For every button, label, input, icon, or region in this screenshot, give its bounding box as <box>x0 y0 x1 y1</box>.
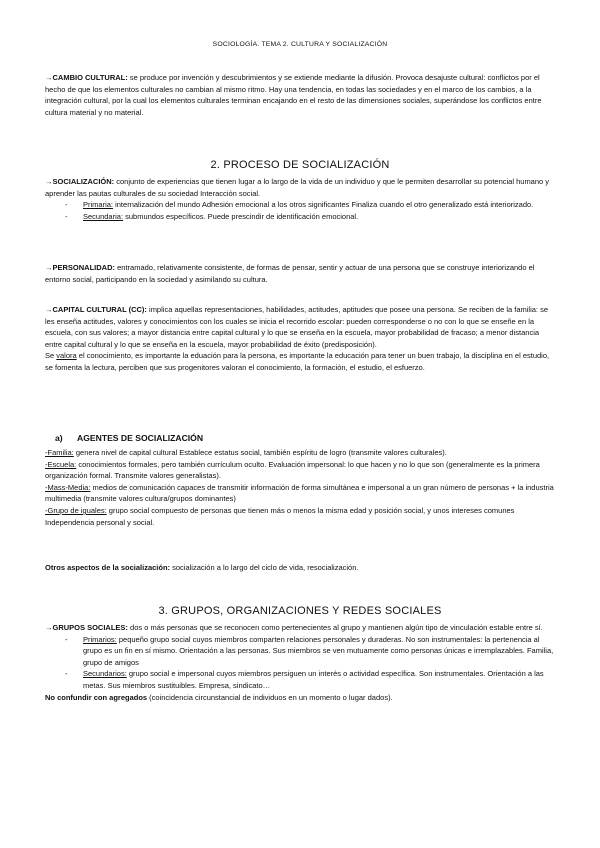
grupo-iguales-text: grupo social compuesto de personas que tienen más o menos la misma edad y posición social, y unos intereses comunes Independencia personal y social. <box>45 505 515 527</box>
valora-post: el conocimiento, es importante la eduación para la persona, es importante la educación para tener un buen trabajo, la disciplina en el estudio, se fomenta la lectura, perciben que sus progenitores valoran el conocimiento, la formación, el estudio, el esfuerzo. <box>45 351 550 372</box>
personalidad-block <box>45 262 555 285</box>
socializacion-text: conjunto de experiencias que tienen lugar a lo largo de la vida de un individuo y que le permiten desarrollar su potencial humano y aprender las pautas culturales de su sociedad Interacción social. <box>45 177 550 198</box>
escuela-text: conocimientos formales, pero también currículum oculto. Evaluación impersonal: lo que hacen y no lo que son (generalmente es la primera organización formal. Transmite valores generalistas). <box>45 459 540 481</box>
secundarios-label: Secundarios: <box>83 669 127 679</box>
list-item <box>45 211 555 223</box>
valora-underlined: valora <box>56 351 77 361</box>
cambio-cultural-term: →CAMBIO CULTURAL: <box>45 73 128 82</box>
grupos-paragraph <box>45 622 555 634</box>
otros-block <box>45 562 555 574</box>
secundaria-label: Secundaria: <box>83 211 124 221</box>
agente-mass-media <box>45 482 555 505</box>
secundaria-text: submundos específicos. Puede prescindir de identificación emocional. <box>123 211 359 221</box>
personalidad-text: entramado, relativamente consistente, de formas de pensar, sentir y actuar de una persona que se construye interiorizando el entorno social, participando en la sociedad y asimilando su cultura. <box>45 263 535 284</box>
section-2-title-block <box>45 158 555 172</box>
agregados-paragraph <box>45 692 555 704</box>
familia-label: -Familia: <box>45 448 74 457</box>
otros-term: Otros aspectos de la socialización: <box>45 563 171 572</box>
mass-media-text: medios de comunicación capaces de transmitir información de forma simultánea e impersonal a un gran número de personas + la industria multimedia (transmite valores cultura/grupos dominantes) <box>45 482 554 504</box>
agentes-title: AGENTES DE SOCIALIZACIÓN <box>77 433 204 443</box>
list-item <box>45 634 555 669</box>
familia-text: genera nivel de capital cultural Establece estatus social, también espíritu de logro (transmite valores culturales). <box>73 448 447 457</box>
capital-cultural-paragraph <box>45 304 555 350</box>
agentes-letter: a) <box>55 433 63 443</box>
agregados-text: (coincidencia circunstancial de individuos en un momento o lugar dados). <box>147 692 393 702</box>
grupo-iguales-label: -Grupo de iguales: <box>45 505 107 515</box>
grupos-term: →GRUPOS SOCIALES: <box>45 623 128 632</box>
personalidad-term: →PERSONALIDAD: <box>45 263 116 272</box>
section-3-title: 3. GRUPOS, ORGANIZACIONES Y REDES SOCIALES <box>158 605 442 617</box>
socializacion-paragraph <box>45 176 555 199</box>
socializacion-list <box>45 199 555 222</box>
agregados-term: No confundir con agregados <box>45 692 148 702</box>
agentes-block <box>45 447 555 528</box>
secundarios-text: grupo social e impersonal cuyos miembros persiguen un interés o actividad específica. Son instrumentales. Orientación a las metas. Sus miembros sustituibles. Empresa, sindicato… <box>83 669 544 690</box>
mass-media-label: -Mass-Media: <box>45 482 91 492</box>
valora-pre: Se <box>45 351 57 361</box>
grupos-list <box>45 634 555 692</box>
primarios-label: Primarios: <box>83 634 117 644</box>
list-item <box>45 668 555 691</box>
otros-paragraph <box>45 562 555 574</box>
cambio-cultural-block <box>45 72 555 118</box>
primaria-label: Primaria: <box>83 200 114 210</box>
section-2-title: 2. PROCESO DE SOCIALIZACIÓN <box>210 159 390 171</box>
section-3-title-block <box>45 604 555 618</box>
cambio-cultural-paragraph <box>45 72 555 118</box>
otros-text: socialización a lo largo del ciclo de vida, resocialización. <box>170 563 359 572</box>
primaria-text: internalización del mundo Adhesión emocional a los otros significantes Finaliza cuando el otro generalizado está interiorizado. <box>113 200 534 210</box>
socializacion-term: →SOCIALIZACIÓN: <box>45 177 115 186</box>
cambio-cultural-text: se produce por invención y descubrimientos y se extiende mediante la difusión. Provoca desajuste cultural: conflictos por el hecho de que los elementos culturales no cambian al mismo ritmo. Hay una tendencia, en todas las sociedades y en el marco de los cambios, a la integración cultural, por la cual los elementos culturales terminan encajando en el resto de las dimensiones sociales, superándose los conflictos entre cultura material y no material. <box>45 73 542 117</box>
personalidad-paragraph <box>45 262 555 285</box>
capital-cultural-paragraph-2 <box>45 350 555 373</box>
agentes-heading-block <box>45 432 555 444</box>
agente-escuela <box>45 459 555 482</box>
agentes-heading <box>45 432 555 444</box>
agente-familia <box>45 447 555 459</box>
capital-cultural-text: implica aquellas representaciones, habilidades, actitudes, aptitudes que posee una persona. Se reciben de la familia: se les enseña actitudes, valores y conocimientos con los cuales se inicia el recorrido escolar: pueden corresponderse o no con lo que se enseñe en la escuela, con sus valores; a mayor distancia entre capital cultural y lo que se enseña en la escuela, mayor probabilidad de fracaso; a menor distancia entre capital cultural y lo que se enseña en la escuela, mayor probabilidad de éxito (predisposición). <box>45 305 549 349</box>
socializacion-block <box>45 176 555 222</box>
list-item <box>45 199 555 211</box>
primarios-text: pequeño grupo social cuyos miembros comparten relaciones personales y duraderas. No son instrumentales: la pertenencia al grupo es un fin en sí mismo. Orientación a las personas. Sus miembros se ven mutuamente como personas únicas e irremplazables. Familia, grupo de amigos <box>83 634 554 667</box>
escuela-label: -Escuela: <box>45 459 77 469</box>
grupos-text: dos o más personas que se reconocen como pertenecientes al grupo y mantienen algún tipo de vinculación estable entre sí. <box>127 623 543 632</box>
capital-cultural-block <box>45 304 555 374</box>
agente-grupo-iguales <box>45 505 555 528</box>
grupos-block <box>45 622 555 703</box>
capital-cultural-term: →CAPITAL CULTURAL (CC): <box>45 305 147 314</box>
page-header: SOCIOLOGÍA. TEMA 2. CULTURA Y SOCIALIZACIÓN <box>212 41 388 48</box>
